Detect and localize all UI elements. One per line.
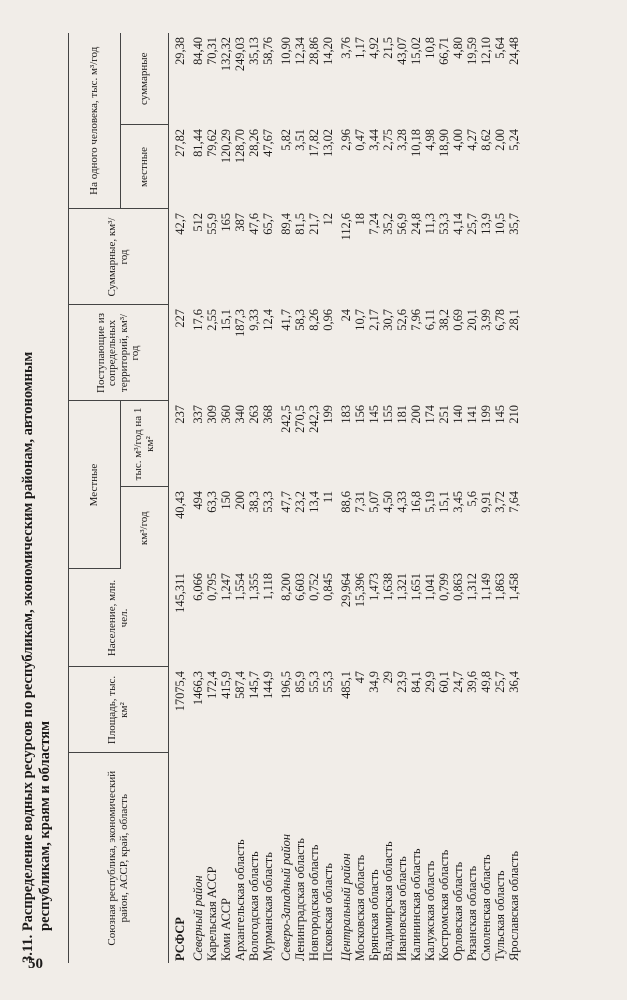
- cell-pc-total: 84,40: [191, 37, 205, 65]
- cell-incoming: 58,3: [293, 309, 307, 331]
- cell-local-km3: 5,07: [367, 491, 381, 513]
- cell-name: Центральный район: [339, 853, 353, 961]
- cell-pc-local: 17,82: [307, 129, 321, 157]
- cell-pc-total: 3,76: [339, 37, 353, 59]
- cell-name: Московская область: [353, 854, 367, 961]
- cell-total: 35,2: [381, 213, 395, 235]
- cell-area: 29: [381, 671, 395, 684]
- cell-area: 587,4: [233, 671, 247, 699]
- cell-pc-local: 128,70: [233, 129, 247, 164]
- cell-name: Коми АССР: [219, 898, 233, 961]
- table-row: [367, 33, 381, 963]
- cell-population: 1,473: [367, 573, 381, 601]
- cell-total: 10,5: [493, 213, 507, 235]
- cell-pc-total: 24,48: [507, 37, 521, 65]
- cell-local-per-km2: 340: [233, 405, 247, 424]
- cell-local-per-km2: 140: [451, 405, 465, 424]
- header-incoming: Поступающие из сопредельных территорий, км³/год: [69, 305, 169, 401]
- header-local-per-km2: тыс. м³/год на 1 км²: [121, 401, 169, 487]
- cell-total: 89,4: [279, 213, 293, 235]
- table-row: [205, 33, 219, 963]
- cell-area: 55,3: [321, 671, 335, 693]
- caption-line-1: 3.11. Распределение водных ресурсов по республикам, экономическим районам, автономным: [20, 351, 36, 963]
- cell-area: 49,8: [479, 671, 493, 693]
- cell-local-km3: 13,4: [307, 491, 321, 513]
- cell-local-km3: 4,50: [381, 491, 395, 513]
- cell-incoming: 15,1: [219, 309, 233, 331]
- cell-total: 25,7: [465, 213, 479, 235]
- cell-total: 47,6: [247, 213, 261, 235]
- header-per-capita-total: суммарные: [121, 33, 169, 125]
- cell-total: 387: [233, 213, 247, 232]
- cell-area: 415,9: [219, 671, 233, 699]
- cell-pc-local: 13,02: [321, 129, 335, 157]
- cell-incoming: 52,6: [395, 309, 409, 331]
- cell-area: 24,7: [451, 671, 465, 693]
- cell-pc-local: 2,96: [339, 129, 353, 151]
- cell-total: 42,7: [173, 213, 187, 235]
- cell-pc-total: 70,31: [205, 37, 219, 65]
- cell-pc-total: 249,03: [233, 37, 247, 72]
- cell-name: Костромская область: [437, 849, 451, 961]
- cell-local-per-km2: 337: [191, 405, 205, 424]
- header-local: Местные: [69, 401, 121, 569]
- table-row: [507, 33, 521, 963]
- cell-area: 196,5: [279, 671, 293, 699]
- cell-area: 84,1: [409, 671, 423, 693]
- cell-local-km3: 4,33: [395, 491, 409, 513]
- cell-area: 17075,4: [173, 671, 187, 712]
- cell-total: 18: [353, 213, 367, 226]
- cell-name: Северный район: [191, 875, 205, 961]
- cell-pc-local: 81,44: [191, 129, 205, 157]
- cell-local-per-km2: 263: [247, 405, 261, 424]
- cell-local-per-km2: 242,5: [279, 405, 293, 433]
- cell-pc-local: 8,62: [479, 129, 493, 151]
- cell-pc-local: 27,82: [173, 129, 187, 157]
- cell-pc-local: 2,00: [493, 129, 507, 151]
- cell-pc-local: 79,62: [205, 129, 219, 157]
- cell-name: Смоленская область: [479, 854, 493, 961]
- cell-pc-total: 43,07: [395, 37, 409, 65]
- cell-name: Ярославская область: [507, 851, 521, 961]
- cell-name: Вологодская область: [247, 851, 261, 961]
- cell-local-km3: 16,8: [409, 491, 423, 513]
- cell-population: 0,845: [321, 573, 335, 601]
- cell-local-per-km2: 174: [423, 405, 437, 424]
- cell-local-km3: 11: [321, 491, 335, 503]
- cell-incoming: 187,3: [233, 309, 247, 337]
- cell-name: Калининская область: [409, 848, 423, 961]
- cell-name: Карельская АССР: [205, 866, 219, 961]
- header-local-km3: км³/год: [121, 487, 169, 569]
- cell-local-per-km2: 156: [353, 405, 367, 424]
- table-caption: [20, 23, 54, 963]
- table-row: [307, 33, 321, 963]
- cell-local-per-km2: 210: [507, 405, 521, 424]
- cell-incoming: 7,96: [409, 309, 423, 331]
- cell-total: 165: [219, 213, 233, 232]
- cell-pc-local: 3,28: [395, 129, 409, 151]
- cell-local-km3: 88,6: [339, 491, 353, 513]
- cell-name: Ивановская область: [395, 856, 409, 961]
- cell-population: 8,200: [279, 573, 293, 601]
- cell-pc-total: 4,92: [367, 37, 381, 59]
- cell-area: 145,7: [247, 671, 261, 699]
- header-total: Суммарные, км³/год: [69, 209, 169, 305]
- cell-incoming: 227: [173, 309, 187, 328]
- cell-total: 4,14: [451, 213, 465, 235]
- header-region: Союзная республика, экономический район, АССР, край, область: [69, 753, 169, 963]
- cell-area: 47: [353, 671, 367, 684]
- cell-area: 144,9: [261, 671, 275, 699]
- cell-area: 23,9: [395, 671, 409, 693]
- cell-incoming: 12,4: [261, 309, 275, 331]
- cell-population: 1,458: [507, 573, 521, 601]
- cell-name: Ленинградская область: [293, 838, 307, 961]
- cell-name: Тульская область: [493, 870, 507, 961]
- cell-local-per-km2: 242,3: [307, 405, 321, 433]
- cell-population: 0,863: [451, 573, 465, 601]
- table-row: [321, 33, 335, 963]
- table-row: [293, 33, 307, 963]
- cell-pc-total: 12,10: [479, 37, 493, 65]
- cell-population: 1,355: [247, 573, 261, 601]
- cell-local-km3: 200: [233, 491, 247, 510]
- cell-population: 1,118: [261, 573, 275, 601]
- cell-total: 7,24: [367, 213, 381, 235]
- cell-area: 485,1: [339, 671, 353, 699]
- cell-local-per-km2: 360: [219, 405, 233, 424]
- cell-pc-local: 4,00: [451, 129, 465, 151]
- cell-population: 6,603: [293, 573, 307, 601]
- cell-total: 55,9: [205, 213, 219, 235]
- cell-local-km3: 7,31: [353, 491, 367, 513]
- cell-total: 11,3: [423, 213, 437, 235]
- cell-local-per-km2: 145: [493, 405, 507, 424]
- cell-pc-local: 18,90: [437, 129, 451, 157]
- cell-population: 1,554: [233, 573, 247, 601]
- cell-pc-total: 5,64: [493, 37, 507, 59]
- cell-population: 1,321: [395, 573, 409, 601]
- table-row: [187, 33, 205, 963]
- cell-population: 1,247: [219, 573, 233, 601]
- cell-total: 35,7: [507, 213, 521, 235]
- table-body: [169, 33, 522, 963]
- table-row: [335, 33, 353, 963]
- cell-pc-total: 28,86: [307, 37, 321, 65]
- cell-local-per-km2: 270,5: [293, 405, 307, 433]
- cell-pc-total: 66,71: [437, 37, 451, 65]
- cell-local-km3: 150: [219, 491, 233, 510]
- cell-incoming: 0,69: [451, 309, 465, 331]
- table-row: [465, 33, 479, 963]
- cell-incoming: 8,26: [307, 309, 321, 331]
- cell-area: 36,4: [507, 671, 521, 693]
- page-number: 50: [28, 956, 43, 972]
- cell-pc-local: 4,27: [465, 129, 479, 151]
- cell-population: 0,795: [205, 573, 219, 601]
- cell-pc-local: 2,75: [381, 129, 395, 151]
- cell-area: 85,9: [293, 671, 307, 693]
- cell-local-km3: 53,3: [261, 491, 275, 513]
- table-row: [437, 33, 451, 963]
- cell-population: 29,964: [339, 573, 353, 608]
- cell-name: Северо-Западный район: [279, 834, 293, 961]
- table-row: [423, 33, 437, 963]
- cell-name: Новгородская область: [307, 844, 321, 961]
- table-row: [275, 33, 293, 963]
- cell-pc-total: 19,59: [465, 37, 479, 65]
- cell-area: 1466,3: [191, 671, 205, 706]
- cell-pc-total: 10,90: [279, 37, 293, 65]
- cell-pc-total: 10,8: [423, 37, 437, 59]
- cell-local-per-km2: 141: [465, 405, 479, 424]
- cell-area: 55,3: [307, 671, 321, 693]
- cell-incoming: 9,33: [247, 309, 261, 331]
- cell-population: 0,799: [437, 573, 451, 601]
- cell-local-km3: 40,43: [173, 491, 187, 519]
- cell-name: Орловская область: [451, 861, 465, 961]
- cell-population: 1,863: [493, 573, 507, 601]
- table-row: [381, 33, 395, 963]
- cell-population: 15,396: [353, 573, 367, 608]
- cell-population: 1,651: [409, 573, 423, 601]
- cell-total: 24,8: [409, 213, 423, 235]
- cell-local-km3: 9,91: [479, 491, 493, 513]
- cell-area: 34,9: [367, 671, 381, 693]
- cell-name: Брянская область: [367, 869, 381, 961]
- table-row: [261, 33, 275, 963]
- cell-local-km3: 5,6: [465, 491, 479, 507]
- table-row: [409, 33, 423, 963]
- cell-total: 56,9: [395, 213, 409, 235]
- cell-local-per-km2: 368: [261, 405, 275, 424]
- cell-population: 6,066: [191, 573, 205, 601]
- cell-pc-local: 5,82: [279, 129, 293, 151]
- cell-incoming: 20,1: [465, 309, 479, 331]
- cell-name: Рязанская область: [465, 865, 479, 961]
- cell-pc-total: 58,76: [261, 37, 275, 65]
- table-row: [479, 33, 493, 963]
- cell-incoming: 0,96: [321, 309, 335, 331]
- rotated-page-content: [20, 23, 590, 963]
- cell-pc-local: 10,18: [409, 129, 423, 157]
- cell-total: 21,7: [307, 213, 321, 235]
- table-row: [247, 33, 261, 963]
- water-resources-table: [68, 33, 521, 963]
- cell-local-per-km2: 309: [205, 405, 219, 424]
- cell-pc-local: 3,51: [293, 129, 307, 151]
- header-population: Население, млн. чел.: [69, 569, 169, 667]
- cell-incoming: 30,7: [381, 309, 395, 331]
- cell-incoming: 3,99: [479, 309, 493, 331]
- cell-local-per-km2: 145: [367, 405, 381, 424]
- cell-incoming: 17,6: [191, 309, 205, 331]
- table-row: [233, 33, 247, 963]
- table-row: [353, 33, 367, 963]
- cell-local-per-km2: 181: [395, 405, 409, 424]
- cell-pc-local: 5,24: [507, 129, 521, 151]
- cell-population: 145,311: [173, 573, 187, 613]
- cell-pc-total: 21,5: [381, 37, 395, 59]
- cell-area: 25,7: [493, 671, 507, 693]
- cell-name: РСФСР: [173, 917, 187, 961]
- cell-local-km3: 63,3: [205, 491, 219, 513]
- cell-pc-total: 35,13: [247, 37, 261, 65]
- cell-incoming: 2,17: [367, 309, 381, 331]
- cell-total: 13,9: [479, 213, 493, 235]
- cell-total: 65,7: [261, 213, 275, 235]
- table-row: [451, 33, 465, 963]
- cell-incoming: 24: [339, 309, 353, 322]
- cell-pc-local: 120,29: [219, 129, 233, 164]
- cell-pc-total: 12,34: [293, 37, 307, 65]
- table-row: [493, 33, 507, 963]
- cell-local-km3: 494: [191, 491, 205, 510]
- cell-population: 1,041: [423, 573, 437, 601]
- cell-name: Архангельская область: [233, 839, 247, 961]
- cell-local-km3: 47,7: [279, 491, 293, 513]
- cell-pc-total: 29,38: [173, 37, 187, 65]
- cell-local-km3: 3,72: [493, 491, 507, 513]
- cell-incoming: 6,78: [493, 309, 507, 331]
- cell-name: Мурманская область: [261, 852, 275, 961]
- cell-pc-local: 4,98: [423, 129, 437, 151]
- cell-pc-total: 4,80: [451, 37, 465, 59]
- cell-local-per-km2: 183: [339, 405, 353, 424]
- cell-total: 12: [321, 213, 335, 226]
- cell-pc-total: 132,32: [219, 37, 233, 72]
- cell-area: 39,6: [465, 671, 479, 693]
- table-row: [219, 33, 233, 963]
- cell-total: 81,5: [293, 213, 307, 235]
- cell-local-km3: 15,1: [437, 491, 451, 513]
- cell-total: 112,6: [339, 213, 353, 241]
- cell-area: 60,1: [437, 671, 451, 693]
- header-per-capita-local: местные: [121, 125, 169, 209]
- cell-pc-local: 47,67: [261, 129, 275, 157]
- cell-local-km3: 5,19: [423, 491, 437, 513]
- cell-local-per-km2: 200: [409, 405, 423, 424]
- cell-population: 0,752: [307, 573, 321, 601]
- cell-pc-total: 1,17: [353, 37, 367, 59]
- cell-local-per-km2: 237: [173, 405, 187, 424]
- cell-incoming: 38,2: [437, 309, 451, 331]
- cell-incoming: 10,7: [353, 309, 367, 331]
- header-per-capita: На одного человека, тыс. м³/год: [69, 33, 121, 209]
- cell-population: 1,638: [381, 573, 395, 601]
- table-row: [395, 33, 409, 963]
- cell-name: Калужская область: [423, 860, 437, 961]
- cell-incoming: 2,55: [205, 309, 219, 331]
- cell-population: 1,312: [465, 573, 479, 601]
- cell-pc-local: 3,44: [367, 129, 381, 151]
- cell-name: Владимирская область: [381, 841, 395, 961]
- cell-incoming: 28,1: [507, 309, 521, 331]
- cell-local-km3: 3,45: [451, 491, 465, 513]
- cell-local-per-km2: 199: [321, 405, 335, 424]
- cell-pc-local: 0,47: [353, 129, 367, 151]
- cell-total: 512: [191, 213, 205, 232]
- cell-area: 172,4: [205, 671, 219, 699]
- cell-population: 1,149: [479, 573, 493, 601]
- cell-pc-total: 14,20: [321, 37, 335, 65]
- cell-local-km3: 7,64: [507, 491, 521, 513]
- cell-incoming: 41,7: [279, 309, 293, 331]
- cell-local-per-km2: 199: [479, 405, 493, 424]
- cell-local-km3: 23,2: [293, 491, 307, 513]
- cell-pc-total: 15,02: [409, 37, 423, 65]
- cell-area: 29,9: [423, 671, 437, 693]
- cell-pc-local: 28,26: [247, 129, 261, 157]
- cell-local-per-km2: 251: [437, 405, 451, 424]
- cell-local-km3: 38,3: [247, 491, 261, 513]
- cell-incoming: 6,11: [423, 309, 437, 331]
- table-row: [169, 33, 188, 963]
- cell-local-per-km2: 155: [381, 405, 395, 424]
- cell-name: Псковская область: [321, 863, 335, 961]
- header-area: Площадь, тыс. км²: [69, 667, 169, 753]
- caption-line-2: республикам, краям и областям: [37, 720, 53, 931]
- cell-total: 53,3: [437, 213, 451, 235]
